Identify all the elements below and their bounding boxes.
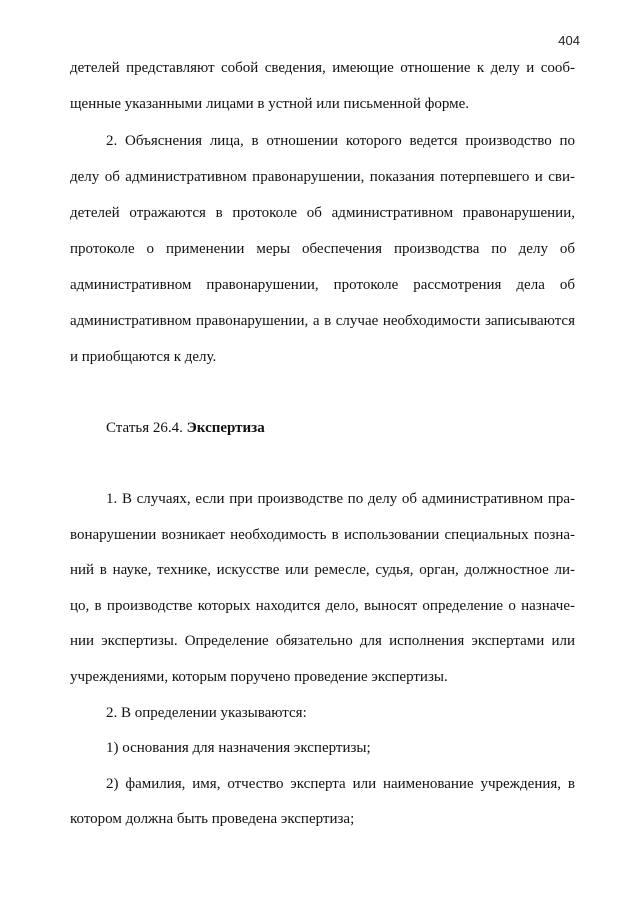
paragraph-line: административном правонарушении, а в случае необходимости записываются <box>70 313 575 329</box>
list-item: котором должна быть проведена экспертиза; <box>70 811 355 827</box>
page-number: 404 <box>558 33 580 48</box>
paragraph-line: 2. Объяснения лица, в отношении которого ведется производство по <box>106 133 575 149</box>
paragraph-line: учреждениями, которым поручено проведение экспертизы. <box>70 669 448 685</box>
list-item: 2) фамилия, имя, отчество эксперта или наименование учреждения, в <box>106 776 575 792</box>
paragraph-line: нии экспертизы. Определение обязательно для исполнения экспертами или <box>70 633 575 649</box>
paragraph-line: щенные указанными лицами в устной или письменной форме. <box>70 96 469 112</box>
article-heading <box>106 418 575 438</box>
paragraph-line: цо, в производстве которых находится дело, выносят определение о назначе- <box>70 598 575 614</box>
paragraph-line: и приобщаются к делу. <box>70 349 217 365</box>
paragraph-line: административном правонарушении, протоколе рассмотрения дела об <box>70 277 575 293</box>
article-title: Экспертиза <box>186 420 265 436</box>
paragraph-line: 1. В случаях, если при производстве по делу об административном пра- <box>106 491 575 507</box>
paragraph-line: детелей представляют собой сведения, имеющие отношение к делу и сооб- <box>70 60 575 76</box>
paragraph-line: ний в науке, технике, искусстве или ремесле, судья, орган, должностное ли- <box>70 562 575 578</box>
paragraph-line: вонарушении возникает необходимость в использовании специальных позна- <box>70 527 575 543</box>
paragraph-line: протоколе о применении меры обеспечения производства по делу об <box>70 241 575 257</box>
article-number: Статья 26.4. <box>106 420 187 436</box>
paragraph-line: 2. В определении указываются: <box>106 705 307 721</box>
list-item: 1) основания для назначения экспертизы; <box>106 740 371 756</box>
paragraph-line: делу об административном правонарушении, показания потерпевшего и сви- <box>70 169 575 185</box>
paragraph-line: детелей отражаются в протоколе об административном правонарушении, <box>70 205 575 221</box>
